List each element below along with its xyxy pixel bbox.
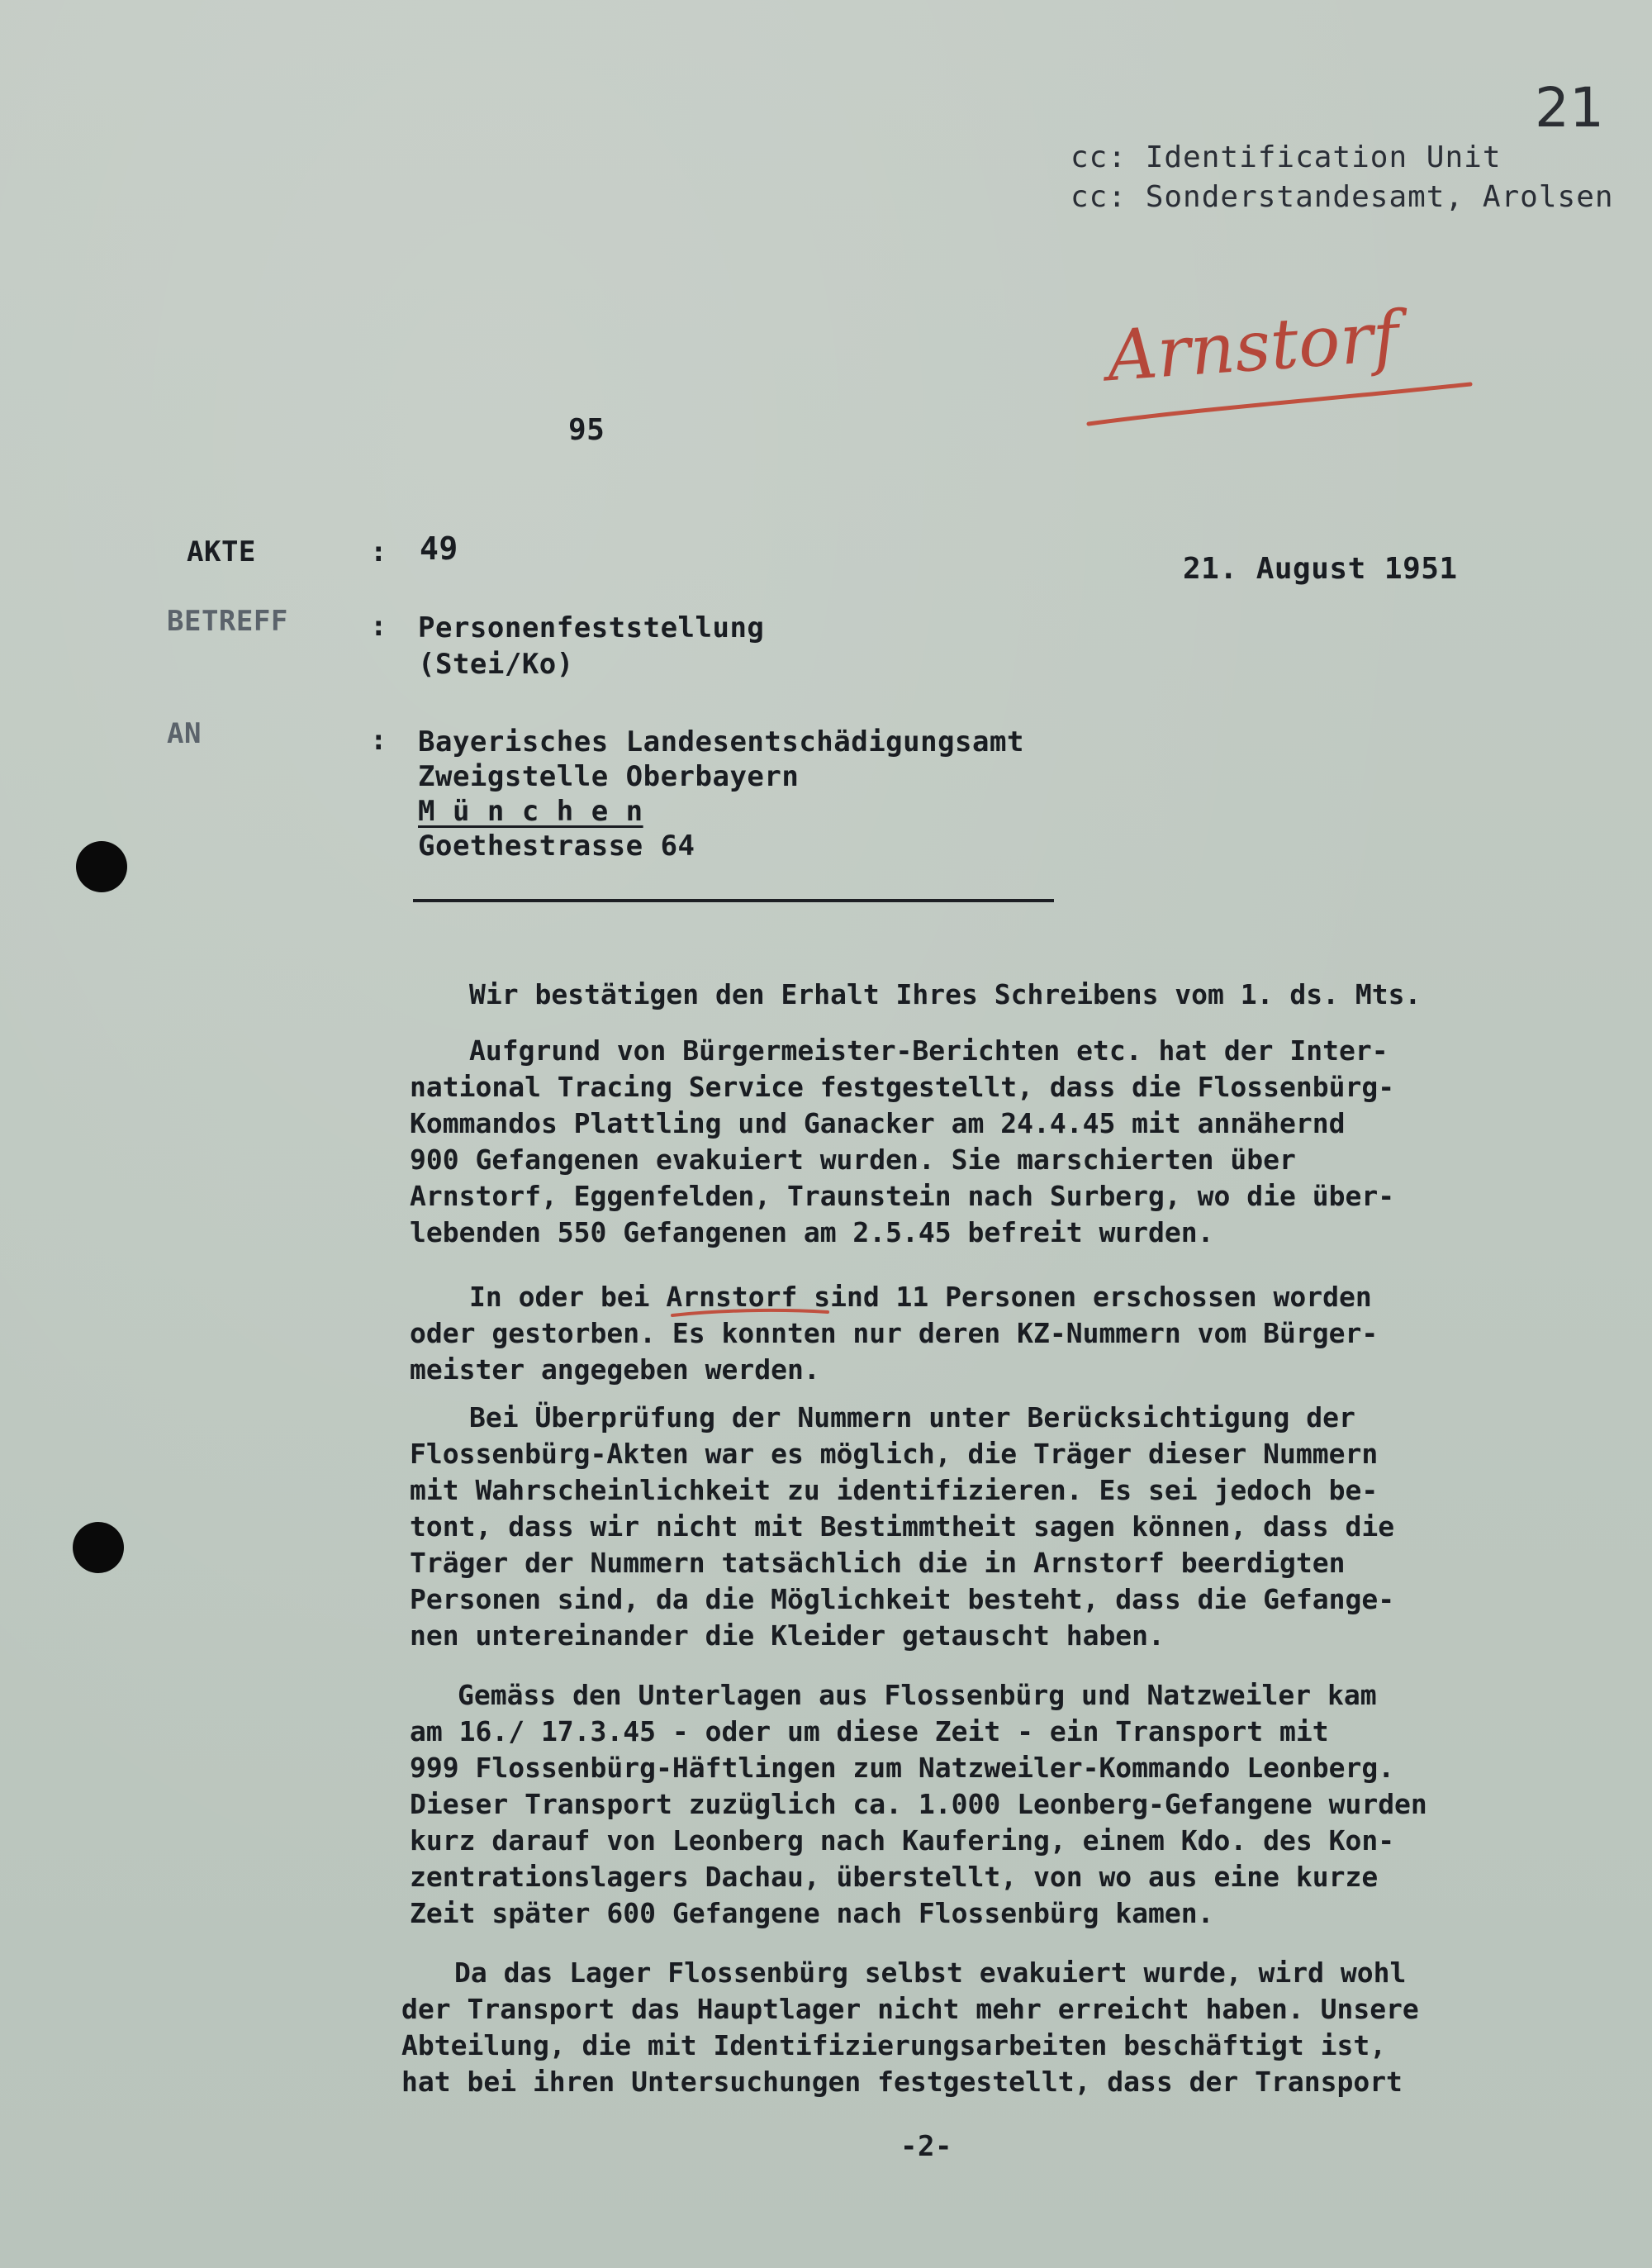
text-line: nen untereinander die Kleider getauscht haben. — [410, 1619, 1165, 1652]
betreff-colon: : — [370, 610, 387, 643]
handwritten-underline-arnstorf — [667, 1299, 833, 1324]
text-line: Abteilung, die mit Identifizierungsarbeiten beschäftigt ist, — [401, 2029, 1387, 2061]
an-colon: : — [370, 724, 387, 757]
an-label: AN — [167, 717, 202, 750]
handwritten-note: Arnstorf — [1104, 295, 1402, 397]
address-line-1: Bayerisches Landesentschädigungsamt — [418, 725, 1024, 758]
text-line: national Tracing Service festgestellt, dass die Flossenbürg- — [410, 1071, 1395, 1103]
text-line: Kommandos Plattling und Ganacker am 24.4.45 mit annähernd — [410, 1107, 1346, 1139]
text-line: Flossenbürg-Akten war es möglich, die Träger dieser Nummern — [410, 1438, 1379, 1470]
page-number: 21 — [1535, 76, 1604, 140]
paragraph-4 — [410, 1400, 1550, 1654]
page-continuation-marker: -2- — [900, 2130, 952, 2163]
paragraph-5 — [410, 1677, 1550, 1932]
text-line: Da das Lager Flossenbürg selbst evakuiert wurde, wird wohl — [454, 1957, 1407, 1989]
betreff-line-2: (Stei/Ko) — [418, 648, 574, 681]
text-line: hat bei ihren Untersuchungen festgestellt, dass der Transport — [401, 2066, 1403, 2098]
text-line: Arnstorf, Eggenfelden, Traunstein nach Surberg, wo die über- — [410, 1180, 1395, 1212]
text-line: Bei Überprüfung der Nummern unter Berücksichtigung der — [469, 1401, 1355, 1434]
cc-line-sonderstandesamt: cc: Sonderstandesamt, Arolsen — [1070, 180, 1614, 214]
address-line-4: Goethestrasse 64 — [418, 830, 695, 863]
akte-value: 49 — [420, 530, 458, 567]
text-line: Träger der Nummern tatsächlich die in Arnstorf beerdigten — [410, 1547, 1346, 1579]
betreff-line-1: Personenfeststellung — [418, 611, 765, 644]
handwritten-underline — [1082, 376, 1479, 434]
text-line: kurz darauf von Leonberg nach Kaufering, einem Kdo. des Kon- — [410, 1824, 1395, 1857]
text-line: meister angegeben werden. — [410, 1353, 820, 1386]
text-line: Personen sind, da die Möglichkeit besteht, dass die Gefange- — [410, 1583, 1395, 1615]
text-line: der Transport das Hauptlager nicht mehr erreicht haben. Unsere — [401, 1993, 1419, 2025]
text-line: 999 Flossenbürg-Häftlingen zum Natzweiler-Kommando Leonberg. — [410, 1752, 1395, 1784]
text-line: am 16./ 17.3.45 - oder um diese Zeit - ein Transport mit — [410, 1715, 1329, 1747]
akte-colon: : — [370, 535, 387, 568]
text-line: In oder bei Arnstorf sind 11 Personen erschossen worden — [469, 1281, 1372, 1313]
text-line: Gemäss den Unterlagen aus Flossenbürg und Natzweiler kam — [458, 1679, 1377, 1711]
punch-hole-top — [76, 841, 127, 892]
text-line: tont, dass wir nicht mit Bestimmtheit sagen können, dass die — [410, 1510, 1395, 1543]
paragraph-6 — [401, 1955, 1541, 2100]
text-line: Zeit später 600 Gefangene nach Flossenbürg kamen. — [410, 1897, 1214, 1929]
punch-hole-bottom — [73, 1522, 124, 1573]
text-line: oder gestorben. Es konnten nur deren KZ-Nummern vom Bürger- — [410, 1317, 1379, 1349]
text-line: Wir bestätigen den Erhalt Ihres Schreibens vom 1. ds. Mts. — [469, 978, 1422, 1010]
letter-date: 21. August 1951 — [1183, 552, 1458, 586]
paragraph-1 — [469, 977, 1609, 1013]
stamp-number: 95 — [568, 413, 605, 447]
address-city: M ü n c h e n — [418, 795, 643, 828]
address-divider — [413, 899, 1054, 902]
akte-label: AKTE — [187, 535, 256, 568]
cc-line-identification-unit: cc: Identification Unit — [1070, 140, 1502, 174]
text-line: Dieser Transport zuzüglich ca. 1.000 Leonberg-Gefangene wurden — [410, 1788, 1427, 1820]
text-line: Aufgrund von Bürgermeister-Berichten etc. hat der Inter- — [469, 1034, 1389, 1067]
text-line: mit Wahrscheinlichkeit zu identifizieren. Es sei jedoch be- — [410, 1474, 1379, 1506]
text-line: 900 Gefangenen evakuiert wurden. Sie marschierten über — [410, 1144, 1296, 1176]
paragraph-2 — [410, 1033, 1550, 1251]
text-line: zentrationslagers Dachau, überstellt, von wo aus eine kurze — [410, 1861, 1379, 1893]
betreff-label: BETREFF — [167, 605, 288, 638]
text-line: lebenden 550 Gefangenen am 2.5.45 befreit wurden. — [410, 1216, 1214, 1248]
address-line-2: Zweigstelle Oberbayern — [418, 760, 800, 793]
paragraph-3 — [410, 1279, 1550, 1388]
